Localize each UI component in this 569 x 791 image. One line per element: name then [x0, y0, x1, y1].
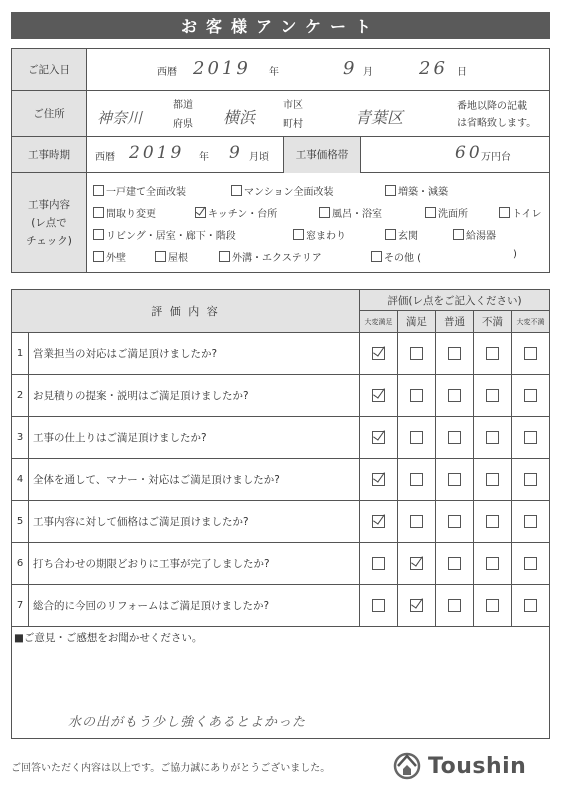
- question-text: 全体を通して、マナー・対応はご満足頂けましたか?: [29, 459, 360, 501]
- date-cell: [87, 49, 550, 91]
- date-month: 9: [343, 58, 355, 79]
- rating-cell: [474, 375, 512, 417]
- question-number: 2: [12, 375, 29, 417]
- house-logo-icon: [392, 750, 422, 780]
- date-era: 西暦: [157, 67, 177, 78]
- rating-cell: [398, 333, 436, 375]
- question-text: 総合的に今回のリフォームはご満足頂けましたか?: [29, 585, 360, 627]
- rating-cell: [512, 543, 550, 585]
- work-option[interactable]: トイレ: [499, 205, 542, 220]
- rating-checkbox[interactable]: [448, 599, 461, 612]
- date-label: ご記入日: [12, 49, 87, 91]
- rating-cell: [512, 375, 550, 417]
- checkbox: [93, 207, 104, 218]
- page-title: お客様アンケート: [11, 12, 550, 39]
- work-option[interactable]: 間取り変更: [93, 205, 156, 220]
- work-option[interactable]: 洗面所: [425, 205, 468, 220]
- rating-cell: [474, 585, 512, 627]
- rating-cell: [512, 333, 550, 375]
- comments-box: [11, 627, 550, 739]
- rating-cell: [360, 417, 398, 459]
- question-number: 1: [12, 333, 29, 375]
- work-label-line2: (レ点で: [31, 216, 67, 229]
- checkbox: [231, 185, 242, 196]
- rating-checkbox[interactable]: [448, 389, 461, 402]
- rating-checkbox[interactable]: [524, 389, 537, 402]
- checkbox: [93, 251, 104, 262]
- work-option[interactable]: 玄関: [385, 227, 418, 242]
- question-row: [12, 501, 550, 543]
- rating-checkbox[interactable]: [372, 599, 385, 612]
- question-row: [12, 543, 550, 585]
- checkbox: [371, 251, 382, 262]
- checkbox: [293, 229, 304, 240]
- rating-checkbox-checked[interactable]: [410, 599, 423, 612]
- work-label: [12, 173, 87, 273]
- date-month-unit: 月: [363, 67, 373, 78]
- period-cell: [87, 137, 550, 173]
- question-number: 4: [12, 459, 29, 501]
- evaluation-header: 評 価 内 容: [12, 290, 360, 333]
- work-option[interactable]: 一戸建て全面改装: [93, 183, 186, 198]
- comments-label: ■ご意見・ご感想をお聞かせください。: [14, 632, 203, 644]
- period-month-unit: 月頃: [249, 152, 269, 163]
- rating-cell: [436, 501, 474, 543]
- rating-cell: [360, 375, 398, 417]
- question-row: [12, 459, 550, 501]
- rating-checkbox[interactable]: [410, 347, 423, 360]
- rating-checkbox-checked[interactable]: [372, 515, 385, 528]
- rating-checkbox[interactable]: [524, 431, 537, 444]
- rating-cell: [474, 543, 512, 585]
- question-number: 6: [12, 543, 29, 585]
- rating-checkbox-checked[interactable]: [372, 347, 385, 360]
- rating-cell: [512, 501, 550, 543]
- work-option[interactable]: 外壁: [93, 249, 126, 264]
- date-year: 2019: [193, 58, 251, 79]
- work-option[interactable]: 屋根: [155, 249, 188, 264]
- rating-cell: [360, 501, 398, 543]
- scale-label: 大変不満: [512, 311, 550, 333]
- rating-checkbox[interactable]: [448, 515, 461, 528]
- checkbox: [155, 251, 166, 262]
- scale-label: 満足: [398, 311, 436, 333]
- rating-checkbox[interactable]: [524, 473, 537, 486]
- rating-checkbox[interactable]: [448, 557, 461, 570]
- work-option[interactable]: 窓まわり: [293, 227, 346, 242]
- period-year: 2019: [129, 143, 185, 163]
- checkbox: [385, 229, 396, 240]
- rating-cell: [436, 417, 474, 459]
- checkbox-checked: [195, 207, 206, 218]
- rating-cell: [398, 585, 436, 627]
- work-option[interactable]: 風呂・浴室: [319, 205, 382, 220]
- scale-label: 不満: [474, 311, 512, 333]
- brand-logo: Toushin: [428, 754, 527, 779]
- rating-cell: [360, 585, 398, 627]
- date-day: 26: [419, 58, 448, 79]
- rating-cell: [398, 375, 436, 417]
- rating-checkbox[interactable]: [524, 557, 537, 570]
- rating-checkbox[interactable]: [486, 557, 499, 570]
- address-pref-unit-bottom: 府県: [173, 119, 193, 130]
- info-table: [11, 48, 550, 273]
- rating-checkbox-checked[interactable]: [372, 389, 385, 402]
- work-option[interactable]: 給湯器: [453, 227, 496, 242]
- rating-checkbox[interactable]: [486, 431, 499, 444]
- address-cell: [87, 91, 550, 137]
- question-number: 3: [12, 417, 29, 459]
- scale-label: 普通: [436, 311, 474, 333]
- question-row: [12, 375, 550, 417]
- rating-checkbox[interactable]: [410, 515, 423, 528]
- rating-checkbox[interactable]: [524, 515, 537, 528]
- work-option[interactable]: その他 (: [371, 249, 421, 264]
- rating-cell: [474, 417, 512, 459]
- rating-checkbox[interactable]: [448, 473, 461, 486]
- rating-cell: [398, 543, 436, 585]
- address-ward: 青葉区: [355, 108, 404, 127]
- price-value: 60: [455, 143, 483, 163]
- comments-text: 水の出がもう少し強くあるとよかった: [68, 715, 307, 730]
- checkbox: [219, 251, 230, 262]
- period-month: 9: [229, 143, 240, 163]
- date-day-unit: 日: [457, 67, 467, 78]
- checkbox: [425, 207, 436, 218]
- rating-checkbox[interactable]: [524, 599, 537, 612]
- checkbox: [453, 229, 464, 240]
- question-text: 工事内容に対して価格はご満足頂けましたか?: [29, 501, 360, 543]
- rating-cell: [436, 375, 474, 417]
- period-year-unit: 年: [199, 152, 209, 163]
- checkbox: [385, 185, 396, 196]
- rating-checkbox[interactable]: [486, 473, 499, 486]
- rating-cell: [398, 417, 436, 459]
- address-city-unit-top: 市区: [283, 100, 303, 111]
- rating-checkbox[interactable]: [410, 473, 423, 486]
- question-number: 5: [12, 501, 29, 543]
- rating-checkbox[interactable]: [448, 347, 461, 360]
- address-note-line1: 番地以降の記載: [457, 101, 527, 112]
- rating-cell: [398, 501, 436, 543]
- rating-checkbox[interactable]: [410, 389, 423, 402]
- rating-cell: [436, 459, 474, 501]
- checkbox: [93, 185, 104, 196]
- work-options: [87, 173, 550, 273]
- rating-cell: [474, 501, 512, 543]
- footer-thanks: ご回答いただく内容は以上です。ご協力誠にありがとうございました。: [11, 763, 331, 774]
- rating-cell: [436, 543, 474, 585]
- work-option[interactable]: 外溝・エクステリア: [219, 249, 322, 264]
- price-unit: 万円台: [481, 152, 511, 163]
- question-row: [12, 333, 550, 375]
- checkbox: [499, 207, 510, 218]
- rating-checkbox[interactable]: [486, 347, 499, 360]
- rating-header: 評価(レ点をご記入ください): [360, 290, 550, 311]
- work-option[interactable]: キッチン・台所: [195, 205, 277, 220]
- question-text: 工事の仕上りはご満足頂けましたか?: [29, 417, 360, 459]
- address-pref-unit-top: 都道: [173, 100, 193, 111]
- address-city: 横浜: [223, 108, 256, 127]
- work-other-close: ): [513, 249, 517, 260]
- rating-checkbox[interactable]: [486, 599, 499, 612]
- rating-checkbox-checked[interactable]: [410, 557, 423, 570]
- rating-checkbox-checked[interactable]: [372, 473, 385, 486]
- rating-cell: [360, 333, 398, 375]
- price-label: 工事価格帯: [283, 137, 361, 173]
- address-note-line2: は省略致します。: [457, 118, 537, 129]
- rating-cell: [474, 459, 512, 501]
- rating-cell: [360, 459, 398, 501]
- checkbox: [93, 229, 104, 240]
- rating-checkbox[interactable]: [410, 431, 423, 444]
- question-row: [12, 417, 550, 459]
- work-option[interactable]: マンション全面改装: [231, 183, 334, 198]
- rating-checkbox[interactable]: [486, 389, 499, 402]
- rating-cell: [512, 585, 550, 627]
- address-city-unit-bottom: 町村: [283, 119, 303, 130]
- date-year-unit: 年: [269, 67, 279, 78]
- work-option[interactable]: 増築・減築: [385, 183, 448, 198]
- question-text: 打ち合わせの期限どおりに工事が完了しましたか?: [29, 543, 360, 585]
- rating-cell: [436, 333, 474, 375]
- rating-cell: [398, 459, 436, 501]
- address-label: ご住所: [12, 91, 87, 137]
- work-label-line3: チェック): [26, 234, 72, 247]
- question-number: 7: [12, 585, 29, 627]
- question-text: お見積りの提案・説明はご満足頂けましたか?: [29, 375, 360, 417]
- rating-checkbox-checked[interactable]: [372, 431, 385, 444]
- question-row: [12, 585, 550, 627]
- rating-cell: [512, 417, 550, 459]
- rating-checkbox[interactable]: [372, 557, 385, 570]
- work-option[interactable]: リビング・居室・廊下・階段: [93, 227, 236, 242]
- rating-checkbox[interactable]: [486, 515, 499, 528]
- question-text: 営業担当の対応はご満足頂けましたか?: [29, 333, 360, 375]
- rating-checkbox[interactable]: [448, 431, 461, 444]
- work-label-line1: 工事内容: [28, 198, 70, 211]
- address-prefecture: 神奈川: [97, 109, 143, 127]
- rating-cell: [360, 543, 398, 585]
- rating-cell: [436, 585, 474, 627]
- period-era: 西暦: [95, 152, 115, 163]
- scale-label: 大変満足: [360, 311, 398, 333]
- rating-cell: [512, 459, 550, 501]
- rating-cell: [474, 333, 512, 375]
- checkbox: [319, 207, 330, 218]
- rating-checkbox[interactable]: [524, 347, 537, 360]
- evaluation-table: [11, 289, 550, 627]
- period-label: 工事時期: [12, 137, 87, 173]
